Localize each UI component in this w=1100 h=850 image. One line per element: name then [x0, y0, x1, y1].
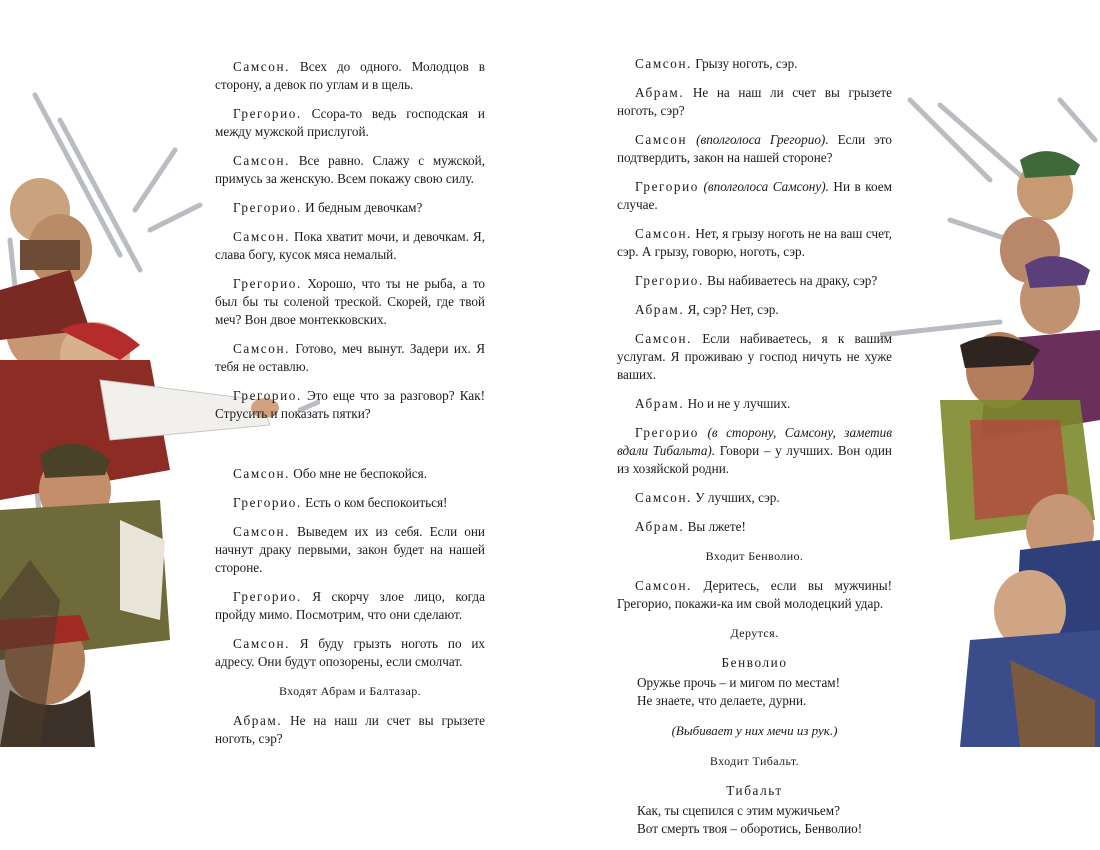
line: Грегорио (вполголоса Самсону). Ни в коем случае.	[617, 179, 893, 212]
verse-line: Как, ты сцепился с этим мужичьем?	[637, 803, 840, 818]
tybalt-verse	[617, 782, 892, 838]
left-page	[0, 0, 550, 747]
line: Грегорио. Вы набиваетесь на драку, сэр?	[635, 273, 878, 288]
line: Грегорио. Это еще что за разговор? Как! Струсить и показать пятки?	[215, 388, 485, 421]
line: Абрам. Не на наш ли счет вы грызете ноготь, сэр?	[215, 713, 485, 746]
line: Самсон. Готово, меч вынут. Задери их. Я тебя не оставлю.	[215, 341, 485, 374]
line: Самсон. Обо мне не беспокойся.	[233, 466, 428, 481]
right-page	[550, 0, 1100, 836]
line: Самсон. Нет, я грызу ноготь не на ваш счет, сэр. А грызу, говорю, ноготь, сэр.	[617, 226, 892, 259]
line: Самсон (вполголоса Грегорио). Если это подтвердить, закон на нашей стороне?	[617, 132, 892, 165]
stage-direction: Дерутся.	[730, 626, 779, 640]
verse-line: Оружье прочь – и мигом по местам!	[637, 675, 841, 690]
right-illustration-image	[880, 0, 1100, 747]
stage-direction: (Выбивает у них мечи из рук.)	[671, 723, 838, 738]
line: Самсон. Деритесь, если вы мужчины! Грегорио, покажи-ка им свой молодецкий удар.	[617, 578, 892, 611]
line: Грегорио. Есть о ком беспокоиться!	[233, 495, 448, 510]
verse-line: Вот смерть твоя – оборотись, Бенволио!	[637, 821, 863, 836]
line: Самсон. Выведем их из себя. Если они начнут драку первыми, закон будет на нашей стороне.	[215, 524, 485, 575]
left-lower-column	[215, 465, 485, 759]
line: Самсон. Все равно. Слажу с мужской, примусь за женскую. Всем покажу свою силу.	[215, 153, 485, 186]
line: Грегорио. Хорошо, что ты не рыба, а то был бы ты соленой треской. Скорей, где твой меч? Вон двое монтекковских.	[215, 276, 485, 327]
speaker-name: Тибальт	[726, 783, 783, 798]
line: Грегорио. Я скорчу злое лицо, когда пройду мимо. Посмотрим, что они сделают.	[215, 589, 485, 622]
line: Самсон. Я буду грызть ноготь по их адресу. Они будут опозорены, если смолчат.	[215, 636, 485, 669]
right-column	[617, 55, 892, 850]
stage-direction: Входят Абрам и Балтазар.	[278, 684, 422, 698]
speaker-name: Бенволио	[721, 655, 788, 670]
line: Абрам. Вы лжете!	[635, 519, 746, 534]
benvolio-verse	[617, 654, 892, 710]
line: Грегорио (в сторону, Самсону, заметив вдали Тибальта). Говори – у лучших. Вон один из хозяйской родни.	[617, 425, 892, 476]
line: Самсон. Пока хватит мочи, и девочкам. Я, слава богу, кусок мяса немалый.	[215, 229, 485, 262]
right-illustration-brawlers	[880, 0, 1100, 747]
line: Самсон. Всех до одного. Молодцов в сторону, а девок по углам и в щель.	[215, 59, 485, 92]
stage-direction: Входит Бенволио.	[705, 549, 804, 563]
line: Абрам. Но и не у лучших.	[635, 396, 791, 411]
verse-line: Не знаете, что делаете, дурни.	[637, 693, 807, 708]
line: Абрам. Я, сэр? Нет, сэр.	[635, 302, 779, 317]
line: Абрам. Не на наш ли счет вы грызете ноготь, сэр?	[617, 85, 892, 118]
line: Самсон. Грызу ноготь, сэр.	[635, 56, 798, 71]
line: Самсон. У лучших, сэр.	[635, 490, 780, 505]
left-upper-column	[215, 58, 485, 434]
line: Грегорио. Ссора-то ведь господская и между мужской прислугой.	[215, 106, 485, 139]
line: Самсон. Если набиваетесь, я к вашим услугам. Я проживаю у господ ничуть не хуже ваших.	[617, 331, 892, 382]
line: Грегорио. И бедным девочкам?	[233, 200, 423, 215]
stage-direction: Входит Тибальт.	[709, 754, 800, 768]
